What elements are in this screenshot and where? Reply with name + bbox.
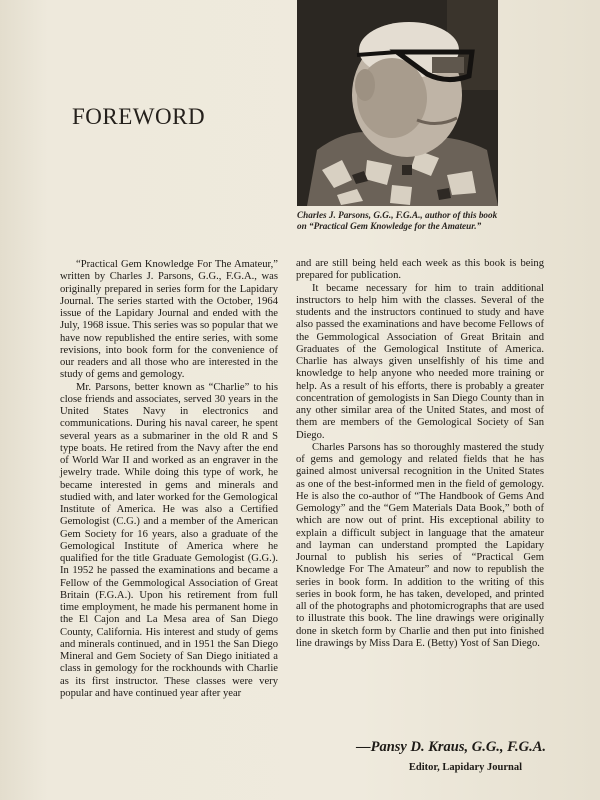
body-column-right: [296, 258, 544, 650]
photo-caption: Charles J. Parsons, G.G., F.G.A., author of this book on “Practical Gem Knowledge for the Amateur.”: [297, 210, 498, 231]
paragraph: Charles Parsons has so thoroughly mastered the study of gems and gemology and related fields that he has gained almost universal recognition in the United States as one of the best-informed men in the field of gemology. He is also the co-author of “The Handbook of Gems And Gemology” and the “Gem Materials Data Book,” both of which are now out of print. His exceptional ability to explain a difficult subject in language that the amateur and layman can understand prompted the Lapidary Journal to publish his series of “Practical Gem Knowledge For The Amateur” and now to republish the series in book form. In addition to the writing of this series in book form, he has taken, developed, and printed all of the photographs and photomicrographs that are used to illustrate this book. The line drawings were originally done in sketch form by Charlie and then put into finished line drawings by Miss Dara E. (Betty) Yost of San Diego.: [296, 441, 544, 649]
signature-name: —Pansy D. Kraus, G.G., F.G.A.: [356, 739, 546, 755]
paragraph: and are still being held each week as this book is being prepared for publication.: [296, 258, 544, 282]
author-portrait-illustration: [297, 0, 498, 206]
page-title: FOREWORD: [72, 104, 206, 129]
paragraph: It became necessary for him to train additional instructors to help him with the classes. Several of the students and the instructors continued to study and have also passed the examinations and have become Fellows of the Gemmological Association of Great Britain and Graduates of the Gemological Institute of America. Charlie has always given unselfishly of his time and knowledge to help anyone who needed more training or help. As a result of his efforts, there is probably a greater concentration of gemologists in San Diego County than in any other similar area of the United States, and most of them are members of the Gemological Society of San Diego.: [296, 282, 544, 441]
signature-title: Editor, Lapidary Journal: [408, 762, 522, 773]
paragraph: “Practical Gem Knowledge For The Amateur,” written by Charles J. Parsons, G.G., F.G.A., was originally prepared in series form for the Lapidary Journal. The series started with the October, 1964 issue of the Lapidary Journal and ended with the July, 1968 issue. This series was so popular that we have now republished the entire series, with some revisions, into book form for the convenience of our readers and all those who are interested in the study of gems and gemology.: [60, 259, 278, 381]
author-photo: [297, 0, 498, 206]
body-column-left: [60, 259, 278, 700]
paragraph: Mr. Parsons, better known as “Charlie” to his close friends and associates, served 30 years in the United States Navy in electronics and communications. During his naval career, he spent several years as a submariner in the old R and S type boats. He retired from the Navy after the end of World War II and worked as an engraver in the jewelry trade. While doing this type of work, he became interested in gems and minerals and studied with, and later worked for the Gemological Institute of America. He was also a Certified Gemologist (C.G.) and a member of the American Gem Society for 16 years, also a graduate of the Gemological Institute of America where he qualified for the title Graduate Gemologist (G.G.). In 1952 he passed the examinations and became a Fellow of the Gemmological Association of Great Britain (F.G.A.). Upon his retirement from full time employment, he made his permanent home in the El Cajon and La Mesa area of San Diego County, California. His interest and study of gems and minerals continued, and in 1951 the San Diego Mineral and Gem Society of San Diego initiated a class in gemology for the rockhounds with Charlie as its first instructor. These classes were very popular and have continued year after year: [60, 381, 278, 699]
